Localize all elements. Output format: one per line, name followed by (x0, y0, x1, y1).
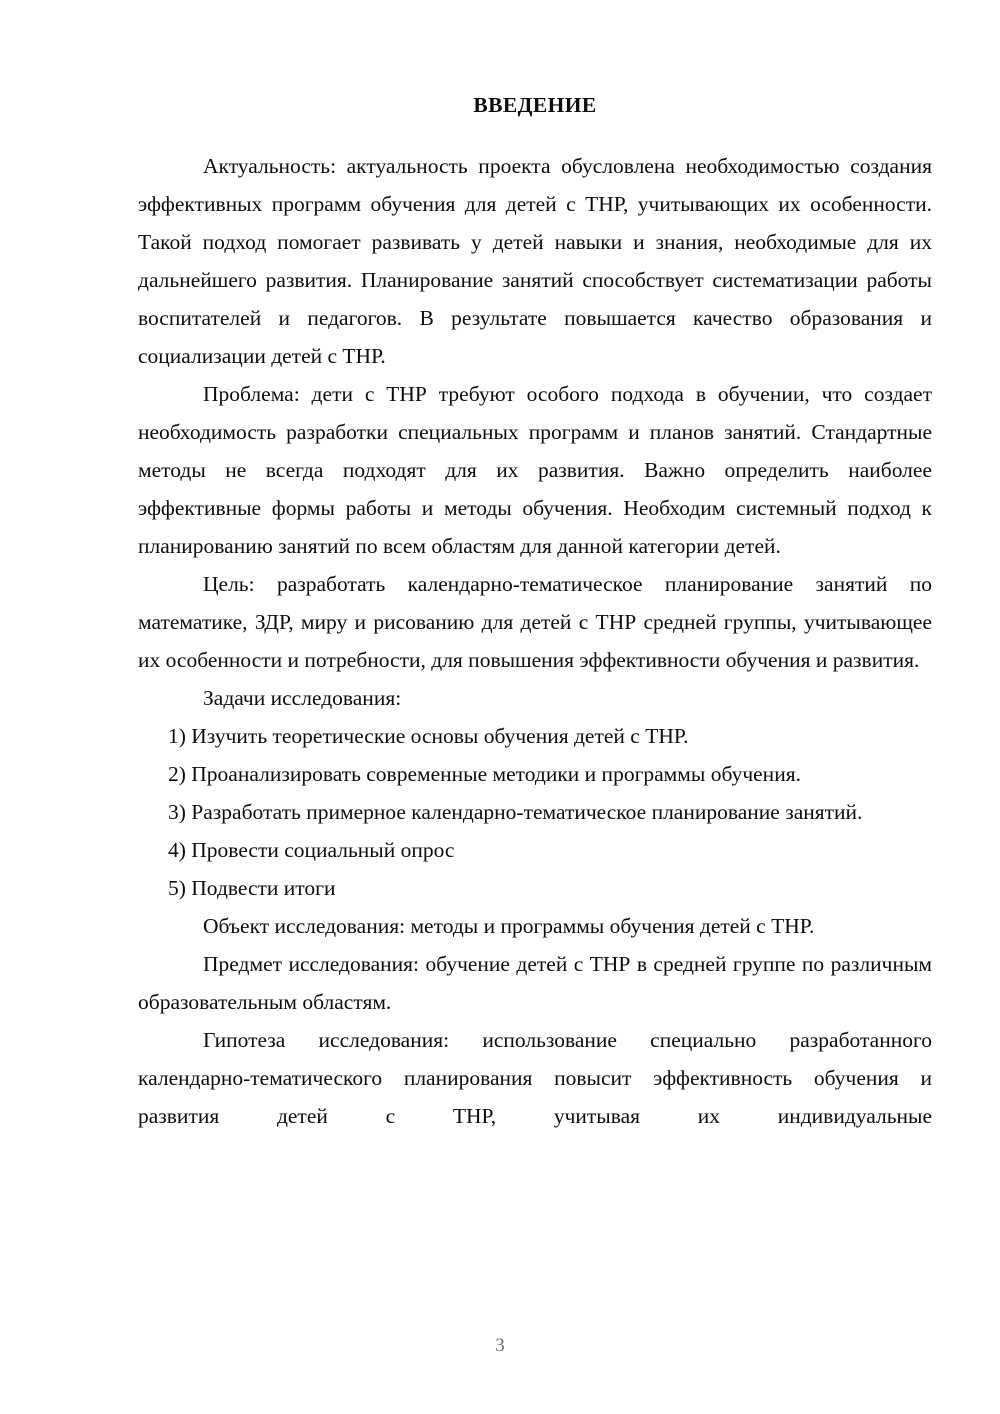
tasks-label: Задачи исследования: (203, 686, 402, 710)
paragraph-goal: Цель: разработать календарно-тематическое планирование занятий по математике, ЗДР, миру и рисованию для детей с ТНР средней группы, учитывающее их особенности и потребности, для повышения эффективности обучения и развития. (138, 572, 932, 672)
paragraph-hypothesis: Гипотеза исследования: использование специально разработанного календарно-тематического планирования повысит эффективность обучения и развития детей с ТНР, учитывая их индивидуальные (138, 1028, 932, 1128)
task-item-3: 3) Разработать примерное календарно-тематическое планирование занятий. (168, 800, 863, 824)
task-item-2: 2) Проанализировать современные методики и программы обучения. (168, 762, 801, 786)
paragraph-problem: Проблема: дети с ТНР требуют особого подхода в обучении, что создает необходимость разработки специальных программ и планов занятий. Стандартные методы не всегда подходят для их развития. Важно определить наиболее эффективные формы работы и методы обучения. Необходим системный подход к планированию занятий по всем областям для данной категории детей. (138, 382, 932, 558)
paragraph-object: Объект исследования: методы и программы обучения детей с ТНР. (203, 914, 815, 938)
paragraph-relevance: Актуальность: актуальность проекта обусловлена необходимостью создания эффективных программ обучения для детей с ТНР, учитывающих их особенности. Такой подход помогает развивать у детей навыки и знания, необходимые для их дальнейшего развития. Планирование занятий способствует систематизации работы воспитателей и педагогов. В результате повышается качество образования и социализации детей с ТНР. (138, 154, 932, 368)
task-item-4: 4) Провести социальный опрос (168, 838, 455, 862)
task-item-1: 1) Изучить теоретические основы обучения детей с ТНР. (168, 724, 689, 748)
task-item-5: 5) Подвести итоги (168, 876, 336, 900)
page-content (138, 86, 932, 1135)
page-number: 3 (495, 1335, 505, 1356)
paragraph-subject: Предмет исследования: обучение детей с ТНР в средней группе по различным образовательным областям. (138, 952, 932, 1014)
page-title: ВВЕДЕНИЕ (473, 93, 597, 117)
